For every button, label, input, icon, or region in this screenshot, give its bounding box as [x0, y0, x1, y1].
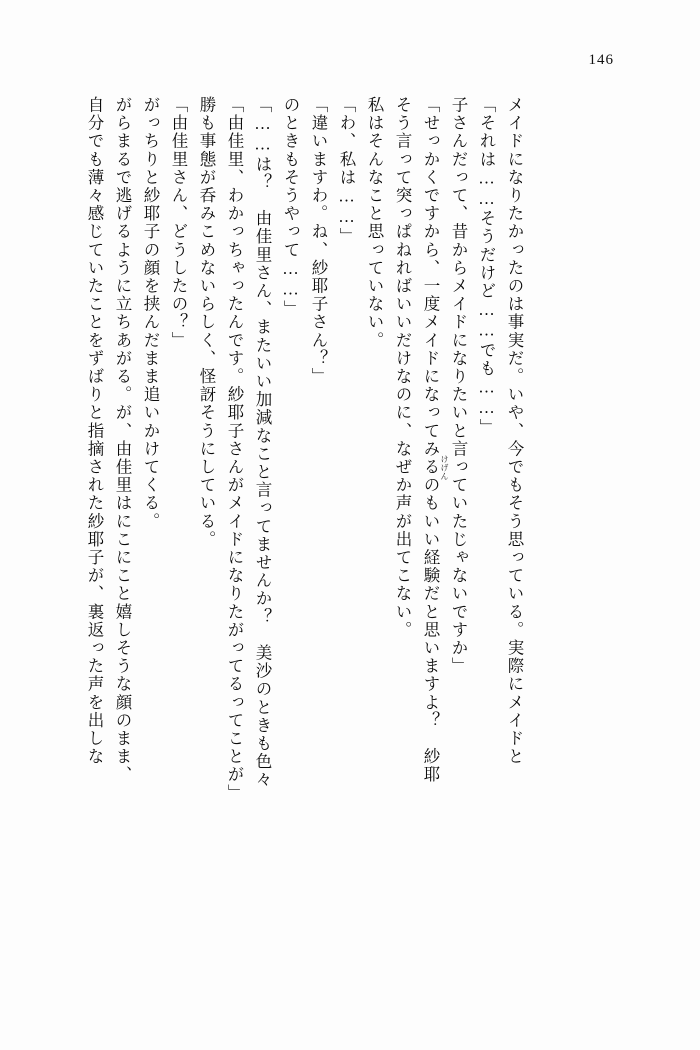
vertical-text-block	[74, 96, 614, 976]
text-column: 「それは……そうだけど……でも……」	[477, 96, 496, 437]
text-column: 子さんだって、昔からメイドになりたいと言っていたじゃないですか」	[449, 96, 468, 676]
text-column: 「わ、私は……」	[337, 96, 356, 246]
text-column: 私はそんなこと思っていない。	[365, 96, 384, 350]
text-column: のときもそうやって……」	[281, 96, 300, 319]
text-column: 「……は？ 由佳里さん、またいい加減なこと言ってませんか？ 美沙のときも色々	[253, 96, 272, 789]
text-column: 自分でも薄々感じていたことをずばりと指摘された紗耶子が、裏返った声を出しな	[85, 96, 104, 766]
text-column: がらまるで逃げるように立ちあがる。が、由佳里はにこにこと嬉しそうな顔のまま、	[113, 96, 132, 784]
text-column: 「せっかくですから、一度メイドになってみるのもいい経験だと思いますよ？ 紗耶	[421, 96, 440, 784]
text-column: がっちりと紗耶子の顔を挟んだまま追いかけてくる。	[141, 96, 160, 531]
text-column: 「違いますわ。ね、紗耶子さん？」	[309, 96, 328, 386]
text-column: メイドになりたかったのは事実だ。いや、今でもそう思っている。実際にメイドと	[505, 96, 524, 766]
text-column: そう言って突っぱねればいいだけなのに、なぜか声が出てこない。	[393, 96, 412, 639]
text-column: 「由佳里、わかっちゃったんです。紗耶子さんがメイドになりたがってるってことが」	[225, 96, 244, 802]
text-column: 「由佳里さん、どうしたの？」	[169, 96, 188, 350]
page-number: 146	[588, 52, 614, 68]
text-column: 勝も事態が呑みこめないらしく、怪訝そうにしている。	[197, 96, 216, 549]
ruby-annotation-kegen: けげん	[440, 455, 449, 481]
